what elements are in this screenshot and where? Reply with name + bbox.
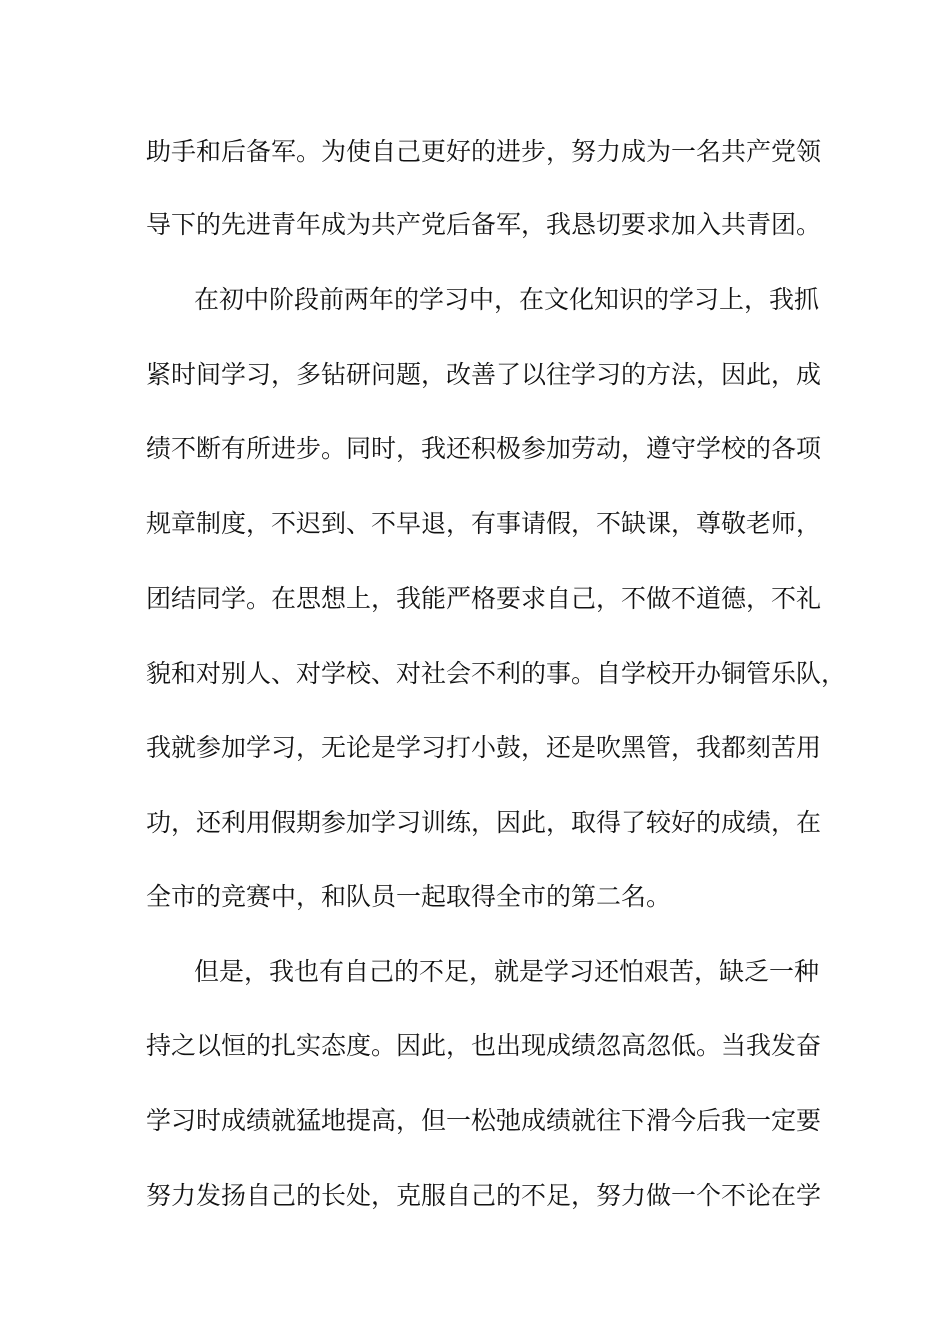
text-line: 功，还利用假期参加学习训练，因此，取得了较好的成绩，在 (146, 808, 822, 837)
text-line: 规章制度，不迟到、不早退，有事请假，不缺课，尊敬老师， (146, 509, 822, 538)
text-line: 我就参加学习，无论是学习打小鼓，还是吹黑管，我都刻苦用 (146, 733, 822, 762)
text-line: 持之以恒的扎实态度。因此，也出现成绩忽高忽低。当我发奋 (146, 1031, 822, 1060)
text-line: 努力发扬自己的长处，克服自己的不足，努力做一个不论在学 (146, 1181, 822, 1210)
text-line: 紧时间学习，多钻研问题，改善了以往学习的方法，因此，成 (146, 360, 822, 389)
text-line: 团结同学。在思想上，我能严格要求自己，不做不道德，不礼 (146, 584, 822, 613)
paragraph-start-line: 但是，我也有自己的不足，就是学习还怕艰苦，缺乏一种 (194, 957, 820, 986)
text-line: 学习时成绩就猛地提高，但一松弛成绩就往下滑今后我一定要 (146, 1106, 822, 1135)
text-line: 貌和对别人、对学校、对社会不利的事。自学校开办铜管乐队， (146, 659, 847, 688)
text-line: 导下的先进青年成为共产党后备军，我恳切要求加入共青团。 (146, 210, 822, 239)
text-line: 全市的竞赛中，和队员一起取得全市的第二名。 (146, 882, 672, 911)
paragraph-start-line: 在初中阶段前两年的学习中，在文化知识的学习上，我抓 (194, 285, 820, 314)
text-line: 绩不断有所进步。同时，我还积极参加劳动，遵守学校的各项 (146, 434, 822, 463)
text-line: 助手和后备军。为使自己更好的进步，努力成为一名共产党领 (146, 137, 822, 166)
